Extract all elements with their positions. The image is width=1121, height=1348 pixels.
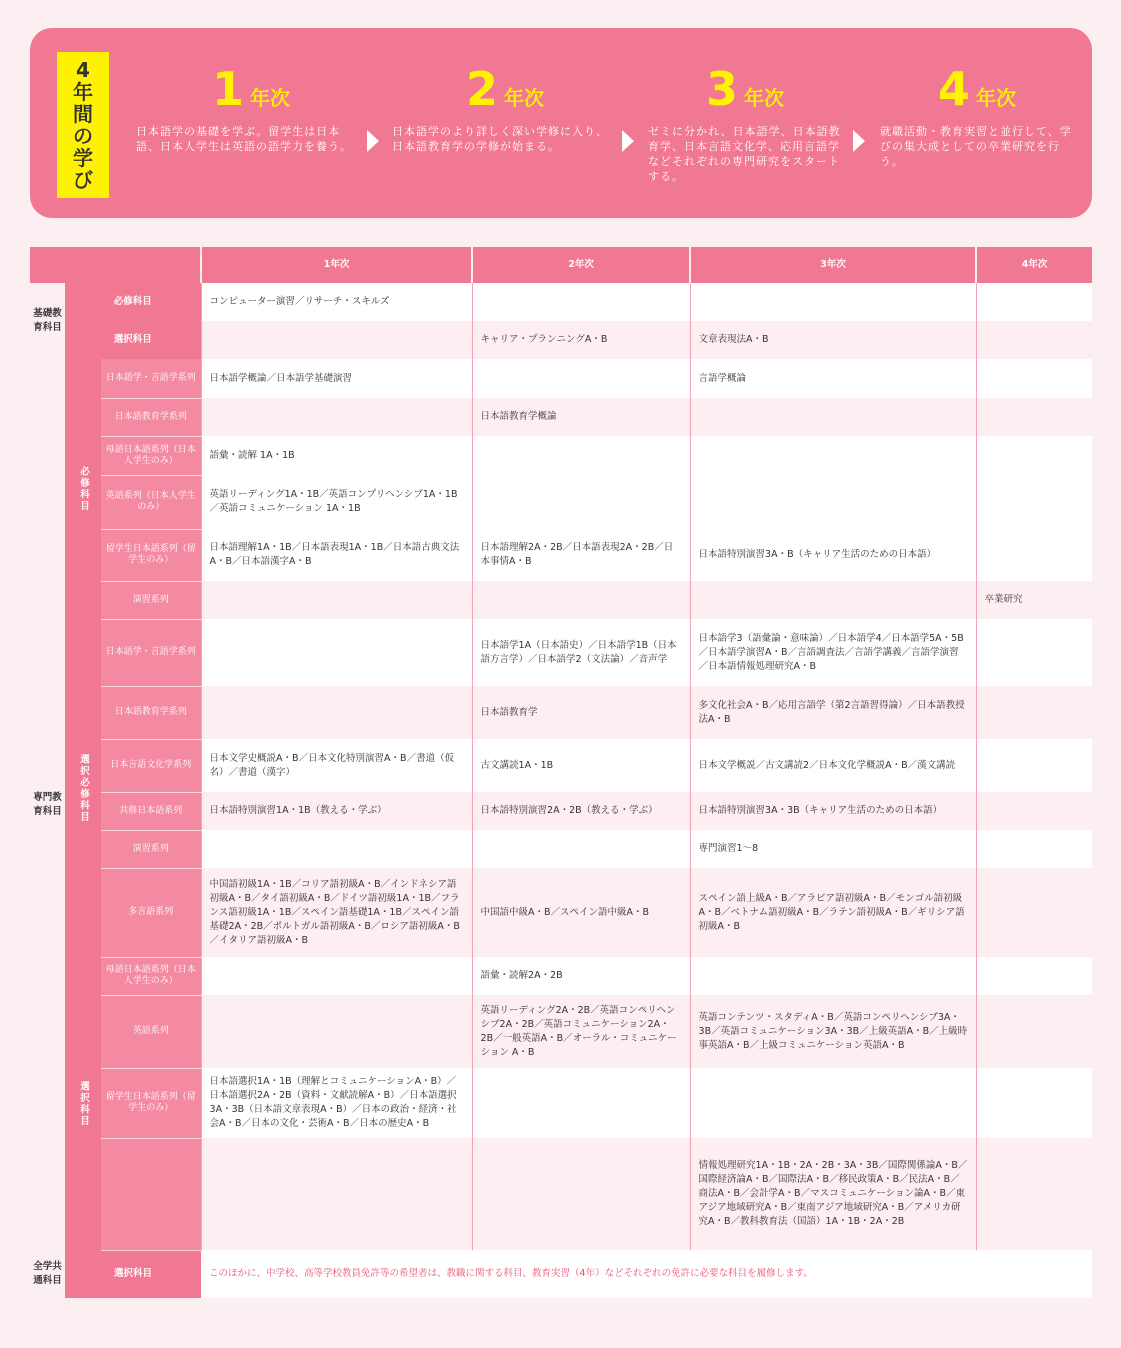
table-row: [30, 1068, 1092, 1138]
arrow-icon: [853, 130, 865, 152]
teacher-license-note: このほかに、中学校、高等学校教員免許等の希望者は、教職に関する科目、教育実習（4年）などそれぞれの免許に必要な科目を履修します。: [201, 1250, 1092, 1298]
cell-y2: [472, 581, 690, 619]
sub-label: 留学生日本語系列（留学生のみ）: [101, 529, 201, 581]
table-row: [30, 739, 1092, 792]
cell-y1: [201, 686, 472, 739]
sub-label: [101, 1138, 201, 1250]
cell-y4: [976, 1138, 1092, 1250]
cell-y4: [976, 995, 1092, 1068]
cell-y3: スペイン語上級A・B／アラビア語初級A・B／モンゴル語初級A・B／ベトナム語初級A・B／ラテン語初級A・B／ギリシア語初級A・B: [690, 868, 976, 957]
year-number: 3: [706, 62, 739, 116]
sub-label: 日本語学・言語学系列: [101, 619, 201, 686]
cell-y3: 言語学概論: [690, 359, 976, 398]
cell-y4: [976, 321, 1092, 359]
table-row: [30, 830, 1092, 868]
year-3-block: [648, 62, 841, 183]
sub-label: 留学生日本語系列（留学生のみ）: [101, 1068, 201, 1138]
cell-y2: 英語リーディング2A・2B／英語コンペリヘンシブ2A・2B／英語コミュニケーション2A・2B／一般英語A・B／オーラル・コミュニケーション A・B: [472, 995, 690, 1068]
four-years-title: [57, 52, 109, 198]
cell-y1: 英語リーディング1A・1B／英語コンプリヘンシブ1A・1B／英語コミュニケーション 1A・1B: [201, 475, 472, 529]
curriculum-table: [30, 247, 1092, 1298]
cell-y2: [472, 283, 690, 321]
header-year-1: 1年次: [201, 247, 472, 283]
year-2-block: [392, 62, 608, 153]
table-header-row: [30, 247, 1092, 283]
sub-label: 日本語教育学系列: [101, 398, 201, 436]
sub-label: 共修日本語系列: [101, 792, 201, 830]
year-desc: ゼミに分かれ、日本語学、日本語教育学、日本言語文化学、応用言語学などそれぞれの専門研究をスタートする。: [648, 125, 841, 183]
cell-y4: [976, 830, 1092, 868]
cell-y3: 多文化社会A・B／応用言語学（第2言語習得論）／日本語教授法A・B: [690, 686, 976, 739]
year-number: 4: [938, 62, 971, 116]
sub-label: 母語日本語系列（日本人学生のみ）: [101, 436, 201, 475]
table-row: [30, 995, 1092, 1068]
sub-label: 英語系列（日本人学生のみ）: [101, 475, 201, 529]
table-row: [30, 529, 1092, 581]
table-row: [30, 957, 1092, 995]
cell-y3: [690, 398, 976, 436]
cell-y4: [976, 529, 1092, 581]
group-sentaku: 選択科目: [65, 957, 101, 1250]
year-desc: 日本語学のより詳しく深い学修に入り、日本語教育学の学修が始まる。: [392, 125, 608, 153]
cell-y2: [472, 359, 690, 398]
table-row: [30, 283, 1092, 321]
row-label: 必修科目: [65, 283, 201, 321]
cell-y2: 日本語特別演習2A・2B（教える・学ぶ）: [472, 792, 690, 830]
cell-y4: [976, 739, 1092, 792]
title-char: 学: [73, 146, 93, 170]
sub-label: 多言語系列: [101, 868, 201, 957]
cell-y3: 情報処理研究1A・1B・2A・2B・3A・3B／国際関係論A・B／国際経済論A・B／国際法A・B／移民政策A・B／民法A・B／商法A・B／会計学A・B／マスコミュニケーション論A・B／東アジア地域研究A・B／東南アジア地域研究A・B／アメリカ研究A・B／教科教育法（国語）1A・1B・2A・2B: [690, 1138, 976, 1250]
row-label: 選択科目: [65, 1250, 201, 1298]
title-char: 間: [73, 102, 93, 126]
table-row: [30, 398, 1092, 436]
cell-y1: [201, 581, 472, 619]
cell-y2: [472, 1138, 690, 1250]
year-suffix: 年次: [744, 86, 785, 110]
cell-y3: [690, 581, 976, 619]
cell-y3: [690, 475, 976, 529]
cell-y3: [690, 1068, 976, 1138]
cell-y1: [201, 1138, 472, 1250]
year-number: 2: [466, 62, 499, 116]
title-char: の: [73, 124, 93, 148]
cell-y1: 日本語理解1A・1B／日本語表現1A・1B／日本語古典文法A・B／日本語漢字A・B: [201, 529, 472, 581]
cell-y1: [201, 995, 472, 1068]
title-char: 年: [73, 80, 93, 104]
cell-y1: 日本語選択1A・1B（理解とコミュニケーションA・B）／日本語選択2A・2B（資料・文献読解A・B）／日本語選択3A・3B（日本語文章表現A・B）／日本の政治・経済・社会A・B／日本の文化・芸術A・B／日本の歴史A・B: [201, 1068, 472, 1138]
header-year-2: 2年次: [472, 247, 690, 283]
table-row: [30, 868, 1092, 957]
cell-y1: 日本文学史概説A・B／日本文化特別演習A・B／書道（仮名）／書道（漢字）: [201, 739, 472, 792]
cell-y1: 語彙・読解 1A・1B: [201, 436, 472, 475]
cell-y2: [472, 1068, 690, 1138]
cell-y4: [976, 792, 1092, 830]
year-4-block: [880, 62, 1072, 168]
cell-y2: キャリア・プランニングA・B: [472, 321, 690, 359]
cell-y1: 日本語特別演習1A・1B（教える・学ぶ）: [201, 792, 472, 830]
table-row: [30, 359, 1092, 398]
cell-y2: [472, 436, 690, 475]
table-row: [30, 475, 1092, 529]
sub-label: 日本語教育学系列: [101, 686, 201, 739]
cell-y3: 日本文学概説／古文講読2／日本文化学概説A・B／漢文講読: [690, 739, 976, 792]
arrow-icon: [622, 130, 634, 152]
cell-y1: コンピューター演習／リサーチ・スキルズ: [201, 283, 472, 321]
overview-banner: [30, 28, 1092, 218]
cell-y4: [976, 686, 1092, 739]
cell-y3: [690, 957, 976, 995]
group-hisshu: 必修科目: [65, 359, 101, 619]
title-char: び: [73, 168, 93, 192]
cell-y1: [201, 830, 472, 868]
row-label: 選択科目: [65, 321, 201, 359]
sub-label: 日本言語文化学系列: [101, 739, 201, 792]
table-row: [30, 792, 1092, 830]
cell-y4: [976, 957, 1092, 995]
sub-label: 演習系列: [101, 830, 201, 868]
cell-y4: [976, 475, 1092, 529]
cell-y4: [976, 398, 1092, 436]
table-row: [30, 321, 1092, 359]
cell-y2: [472, 830, 690, 868]
cell-y2: 日本語理解2A・2B／日本語表現2A・2B／日本事情A・B: [472, 529, 690, 581]
table-row: [30, 581, 1092, 619]
cell-y3: 文章表現法A・B: [690, 321, 976, 359]
cell-y4: [976, 868, 1092, 957]
cell-y2: [472, 475, 690, 529]
cell-y3: [690, 283, 976, 321]
cell-y2: 語彙・読解2A・2B: [472, 957, 690, 995]
year-suffix: 年次: [976, 86, 1017, 110]
cell-y2: 日本語教育学概論: [472, 398, 690, 436]
year-number: 1: [212, 62, 245, 116]
cell-y3: 専門演習1〜8: [690, 830, 976, 868]
cell-y4: 卒業研究: [976, 581, 1092, 619]
cell-y1: [201, 398, 472, 436]
year-desc: 日本語学の基礎を学ぶ。留学生は日本語、日本人学生は英語の語学力を養う。: [136, 125, 352, 153]
category-zengaku: 全学共通科目: [30, 1250, 65, 1298]
cell-y4: [976, 359, 1092, 398]
year-suffix: 年次: [504, 86, 545, 110]
cell-y2: 古文講読1A・1B: [472, 739, 690, 792]
year-desc: 就職活動・教育実習と並行して、学びの集大成としての卒業研究を行う。: [880, 125, 1072, 168]
sub-label: 日本語学・言語学系列: [101, 359, 201, 398]
cell-y1: [201, 619, 472, 686]
table-row: [30, 1250, 1092, 1298]
arrow-icon: [367, 130, 379, 152]
category-senmon: 専門教育科目: [30, 359, 65, 1250]
cell-y3: 英語コンテンツ・スタディA・B／英語コンペリヘンシブ3A・3B／英語コミュニケーション3A・3B／上級英語A・B／上級時事英語A・B／上級コミュニケーション英語A・B: [690, 995, 976, 1068]
sub-label: 演習系列: [101, 581, 201, 619]
cell-y3: 日本語学3（語彙論・意味論）／日本語学4／日本語学5A・5B／日本語学演習A・B／言語調査法／言語学講義／言語学演習／日本語情報処理研究A・B: [690, 619, 976, 686]
cell-y4: [976, 436, 1092, 475]
cell-y1: [201, 957, 472, 995]
table-row: [30, 686, 1092, 739]
table-row: [30, 619, 1092, 686]
sub-label: 英語系列: [101, 995, 201, 1068]
cell-y1: 日本語学概論／日本語学基礎演習: [201, 359, 472, 398]
cell-y2: 日本語教育学: [472, 686, 690, 739]
group-sentaku-hisshu: 選択必修科目: [65, 619, 101, 957]
year-1-block: [136, 62, 352, 153]
cell-y4: [976, 619, 1092, 686]
title-char: 4: [76, 58, 90, 82]
cell-y3: [690, 436, 976, 475]
category-kiso: 基礎教育科目: [30, 283, 65, 359]
header-blank: [30, 247, 201, 283]
header-year-4: 4年次: [976, 247, 1092, 283]
table-row: [30, 436, 1092, 475]
cell-y2: 中国語中級A・B／スペイン語中級A・B: [472, 868, 690, 957]
sub-label: 母語日本語系列（日本人学生のみ）: [101, 957, 201, 995]
header-year-3: 3年次: [690, 247, 976, 283]
cell-y4: [976, 1068, 1092, 1138]
cell-y1: [201, 321, 472, 359]
cell-y3: 日本語特別演習3A・B（キャリア生活のための日本語）: [690, 529, 976, 581]
year-suffix: 年次: [250, 86, 291, 110]
cell-y4: [976, 283, 1092, 321]
table-row: [30, 1138, 1092, 1250]
cell-y1: 中国語初級1A・1B／コリア語初級A・B／インドネシア語初級A・B／タイ語初級A・B／ドイツ語初級1A・1B／フランス語初級1A・1B／スペイン語基礎1A・1B／スペイン語基礎2A・2B／ポルトガル語初級A・B／ロシア語初級A・B／イタリア語初級A・B: [201, 868, 472, 957]
cell-y3: 日本語特別演習3A・3B（キャリア生活のための日本語）: [690, 792, 976, 830]
cell-y2: 日本語学1A（日本語史）／日本語学1B（日本語方言学）／日本語学2（文法論）／音声学: [472, 619, 690, 686]
